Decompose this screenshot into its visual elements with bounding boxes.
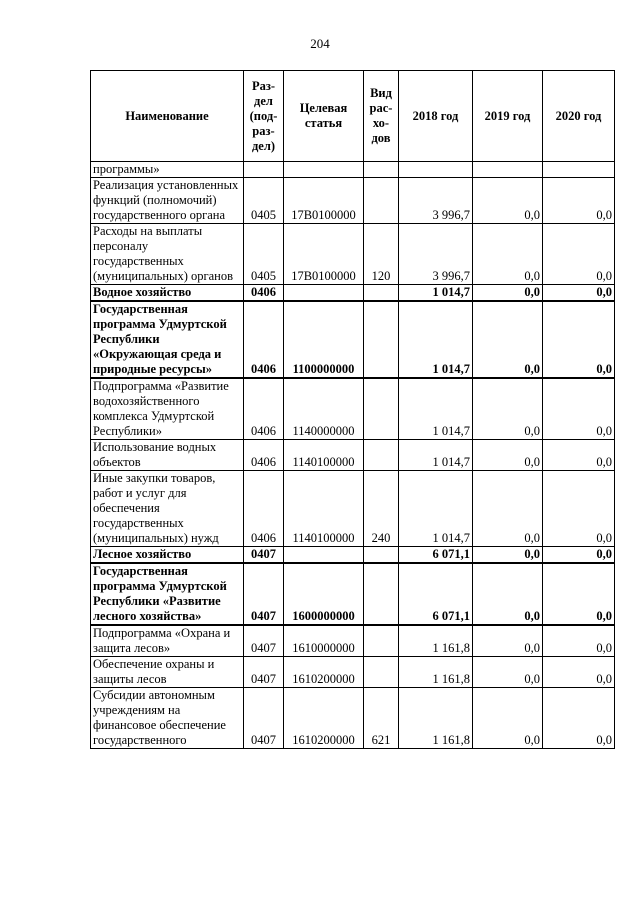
cell-y2019: 0,0 xyxy=(473,178,543,224)
cell-expense xyxy=(364,301,399,378)
cell-name: Подпрограмма «Развитие водохозяйственного комплекса Удмуртской Республики» xyxy=(91,378,244,440)
cell-y2019: 0,0 xyxy=(473,285,543,302)
cell-y2019: 0,0 xyxy=(473,563,543,625)
table-row xyxy=(91,301,615,378)
cell-y2019: 0,0 xyxy=(473,301,543,378)
header-2019: 2019 год xyxy=(473,71,543,162)
cell-section: 0405 xyxy=(244,224,284,285)
cell-expense: 621 xyxy=(364,688,399,749)
cell-section: 0407 xyxy=(244,547,284,564)
cell-y2020: 0,0 xyxy=(543,178,615,224)
table-row xyxy=(91,563,615,625)
cell-target: 1140100000 xyxy=(284,440,364,471)
cell-target: 1600000000 xyxy=(284,563,364,625)
table-row xyxy=(91,471,615,547)
cell-y2019: 0,0 xyxy=(473,657,543,688)
cell-y2020: 0,0 xyxy=(543,688,615,749)
cell-y2018 xyxy=(399,162,473,178)
cell-y2019: 0,0 xyxy=(473,688,543,749)
budget-table xyxy=(90,70,615,749)
cell-section: 0406 xyxy=(244,378,284,440)
cell-name: Расходы на выплаты персоналу государственных (муниципальных) органов xyxy=(91,224,244,285)
cell-section: 0407 xyxy=(244,688,284,749)
cell-y2020: 0,0 xyxy=(543,471,615,547)
cell-name: Государственная программа Удмуртской Республики «Развитие лесного хозяйства» xyxy=(91,563,244,625)
cell-section xyxy=(244,162,284,178)
page-number: 204 xyxy=(310,36,330,51)
table-row xyxy=(91,178,615,224)
cell-y2019: 0,0 xyxy=(473,471,543,547)
cell-expense xyxy=(364,657,399,688)
cell-expense xyxy=(364,625,399,657)
cell-y2020: 0,0 xyxy=(543,301,615,378)
cell-target: 1140100000 xyxy=(284,471,364,547)
cell-y2020: 0,0 xyxy=(543,625,615,657)
cell-y2018: 6 071,1 xyxy=(399,547,473,564)
cell-y2019: 0,0 xyxy=(473,547,543,564)
cell-y2018: 6 071,1 xyxy=(399,563,473,625)
cell-target xyxy=(284,285,364,302)
table-row xyxy=(91,378,615,440)
cell-target: 1100000000 xyxy=(284,301,364,378)
cell-expense xyxy=(364,285,399,302)
header-2018: 2018 год xyxy=(399,71,473,162)
cell-y2019: 0,0 xyxy=(473,378,543,440)
cell-target xyxy=(284,162,364,178)
cell-name: Обеспечение охраны и защиты лесов xyxy=(91,657,244,688)
cell-y2020: 0,0 xyxy=(543,224,615,285)
cell-section: 0406 xyxy=(244,471,284,547)
cell-expense: 120 xyxy=(364,224,399,285)
cell-y2020 xyxy=(543,162,615,178)
table-row xyxy=(91,285,615,302)
header-row xyxy=(91,71,615,162)
cell-expense xyxy=(364,378,399,440)
cell-name: Использование водных объектов xyxy=(91,440,244,471)
cell-name: Государственная программа Удмуртской Республики «Окружающая среда и природные ресурсы» xyxy=(91,301,244,378)
cell-y2020: 0,0 xyxy=(543,547,615,564)
cell-section: 0407 xyxy=(244,563,284,625)
cell-target: 1610200000 xyxy=(284,688,364,749)
cell-y2020: 0,0 xyxy=(543,657,615,688)
cell-y2019: 0,0 xyxy=(473,625,543,657)
cell-y2020: 0,0 xyxy=(543,563,615,625)
header-name: Наименование xyxy=(91,71,244,162)
cell-name: Субсидии автономным учреждениям на финансовое обеспечение государственного xyxy=(91,688,244,749)
table-row xyxy=(91,688,615,749)
cell-expense xyxy=(364,178,399,224)
table-row xyxy=(91,440,615,471)
cell-y2018: 1 161,8 xyxy=(399,657,473,688)
cell-y2018: 3 996,7 xyxy=(399,178,473,224)
cell-name: программы» xyxy=(91,162,244,178)
cell-y2018: 1 014,7 xyxy=(399,471,473,547)
table-row xyxy=(91,162,615,178)
cell-y2018: 1 014,7 xyxy=(399,285,473,302)
cell-expense: 240 xyxy=(364,471,399,547)
table-row xyxy=(91,547,615,564)
cell-name: Реализация установленных функций (полномочий) государственного органа xyxy=(91,178,244,224)
cell-name: Водное хозяйство xyxy=(91,285,244,302)
cell-section: 0406 xyxy=(244,440,284,471)
cell-expense xyxy=(364,547,399,564)
header-expense: Вид рас- хо- дов xyxy=(364,71,399,162)
table-row xyxy=(91,224,615,285)
header-2020: 2020 год xyxy=(543,71,615,162)
cell-y2018: 1 014,7 xyxy=(399,378,473,440)
cell-y2020: 0,0 xyxy=(543,440,615,471)
cell-section: 0407 xyxy=(244,657,284,688)
cell-target: 1610000000 xyxy=(284,625,364,657)
cell-target: 17В0100000 xyxy=(284,178,364,224)
cell-name: Лесное хозяйство xyxy=(91,547,244,564)
cell-y2018: 1 161,8 xyxy=(399,688,473,749)
cell-target: 1610200000 xyxy=(284,657,364,688)
cell-y2019: 0,0 xyxy=(473,224,543,285)
cell-y2019: 0,0 xyxy=(473,440,543,471)
cell-section: 0406 xyxy=(244,301,284,378)
cell-expense xyxy=(364,440,399,471)
cell-section: 0405 xyxy=(244,178,284,224)
cell-y2019 xyxy=(473,162,543,178)
cell-name: Иные закупки товаров, работ и услуг для обеспечения государственных (муниципальных) нужд xyxy=(91,471,244,547)
cell-expense xyxy=(364,563,399,625)
cell-y2018: 3 996,7 xyxy=(399,224,473,285)
cell-y2020: 0,0 xyxy=(543,378,615,440)
table-row xyxy=(91,657,615,688)
table-row xyxy=(91,625,615,657)
cell-y2020: 0,0 xyxy=(543,285,615,302)
cell-section: 0407 xyxy=(244,625,284,657)
cell-y2018: 1 161,8 xyxy=(399,625,473,657)
cell-section: 0406 xyxy=(244,285,284,302)
cell-expense xyxy=(364,162,399,178)
cell-name: Подпрограмма «Охрана и защита лесов» xyxy=(91,625,244,657)
header-section: Раз- дел (под- раз- дел) xyxy=(244,71,284,162)
cell-target: 17В0100000 xyxy=(284,224,364,285)
cell-target: 1140000000 xyxy=(284,378,364,440)
cell-y2018: 1 014,7 xyxy=(399,301,473,378)
cell-y2018: 1 014,7 xyxy=(399,440,473,471)
cell-target xyxy=(284,547,364,564)
header-target: Целевая статья xyxy=(284,71,364,162)
